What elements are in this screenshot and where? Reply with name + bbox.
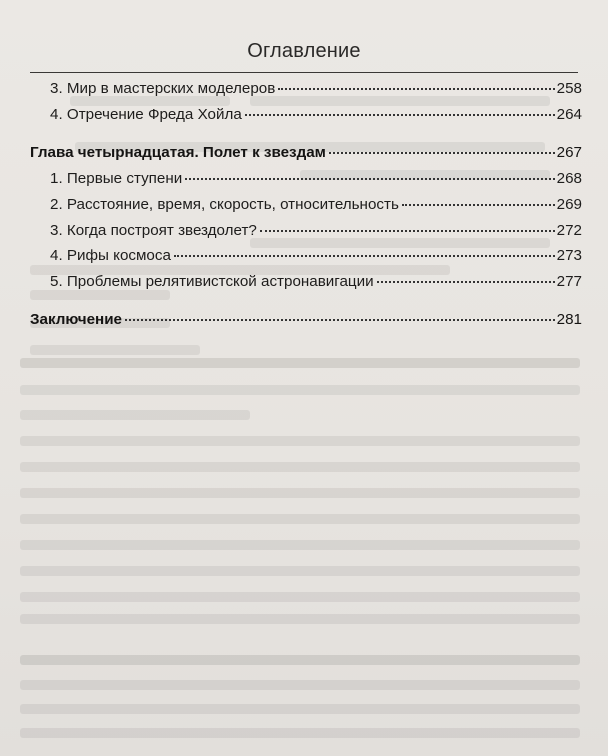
toc-entry xyxy=(30,222,582,248)
toc-entry xyxy=(30,273,582,299)
toc-chapter xyxy=(30,144,582,170)
toc-leader-dots xyxy=(260,230,555,232)
toc-entry xyxy=(30,106,582,132)
toc-leader-dots xyxy=(174,255,555,257)
toc-entry-page: 264 xyxy=(556,106,582,123)
toc-chapter-title: Глава четырнадцатая. Полет к звездам xyxy=(30,144,326,161)
toc-leader-dots xyxy=(329,152,555,154)
toc-entry-page: 277 xyxy=(556,273,582,290)
toc-leader-dots xyxy=(185,178,554,180)
toc-entry-title: 3. Когда построят звездолет? xyxy=(50,222,257,239)
toc-leader-dots xyxy=(402,204,555,206)
toc-entry xyxy=(30,80,582,106)
toc-entry xyxy=(30,196,582,222)
page-title: Оглавление xyxy=(247,40,361,62)
toc-chapter-title: Заключение xyxy=(30,311,123,328)
toc-chapter-page: 281 xyxy=(556,311,582,328)
toc-entry-title: 2. Расстояние, время, скорость, относительность xyxy=(50,196,399,213)
toc-leader-dots xyxy=(245,114,555,116)
toc-entry-title: 1. Первые ступени xyxy=(50,170,183,187)
toc-entry-page: 258 xyxy=(556,80,582,97)
toc-entry-title: 4. Рифы космоса xyxy=(50,247,171,264)
header-rule xyxy=(30,72,578,73)
toc-entry-title: 5. Проблемы релятивистской астронавигации xyxy=(50,273,374,290)
toc-leader-dots xyxy=(377,281,555,283)
toc-entry xyxy=(30,247,582,273)
toc-entry-page: 273 xyxy=(556,247,582,264)
toc-leader-dots xyxy=(125,319,555,321)
toc-chapter xyxy=(30,311,582,337)
toc-entry-page: 268 xyxy=(556,170,582,187)
toc-entry-page: 269 xyxy=(556,196,582,213)
toc-chapter-page: 267 xyxy=(556,144,582,161)
toc-entry-title: 4. Отречение Фреда Хойла xyxy=(50,106,242,123)
toc-entry-title: 3. Мир в мастерских моделеров xyxy=(50,80,276,97)
toc-entry-page: 272 xyxy=(556,222,582,239)
toc-entry xyxy=(30,170,582,196)
toc-leader-dots xyxy=(278,88,554,90)
